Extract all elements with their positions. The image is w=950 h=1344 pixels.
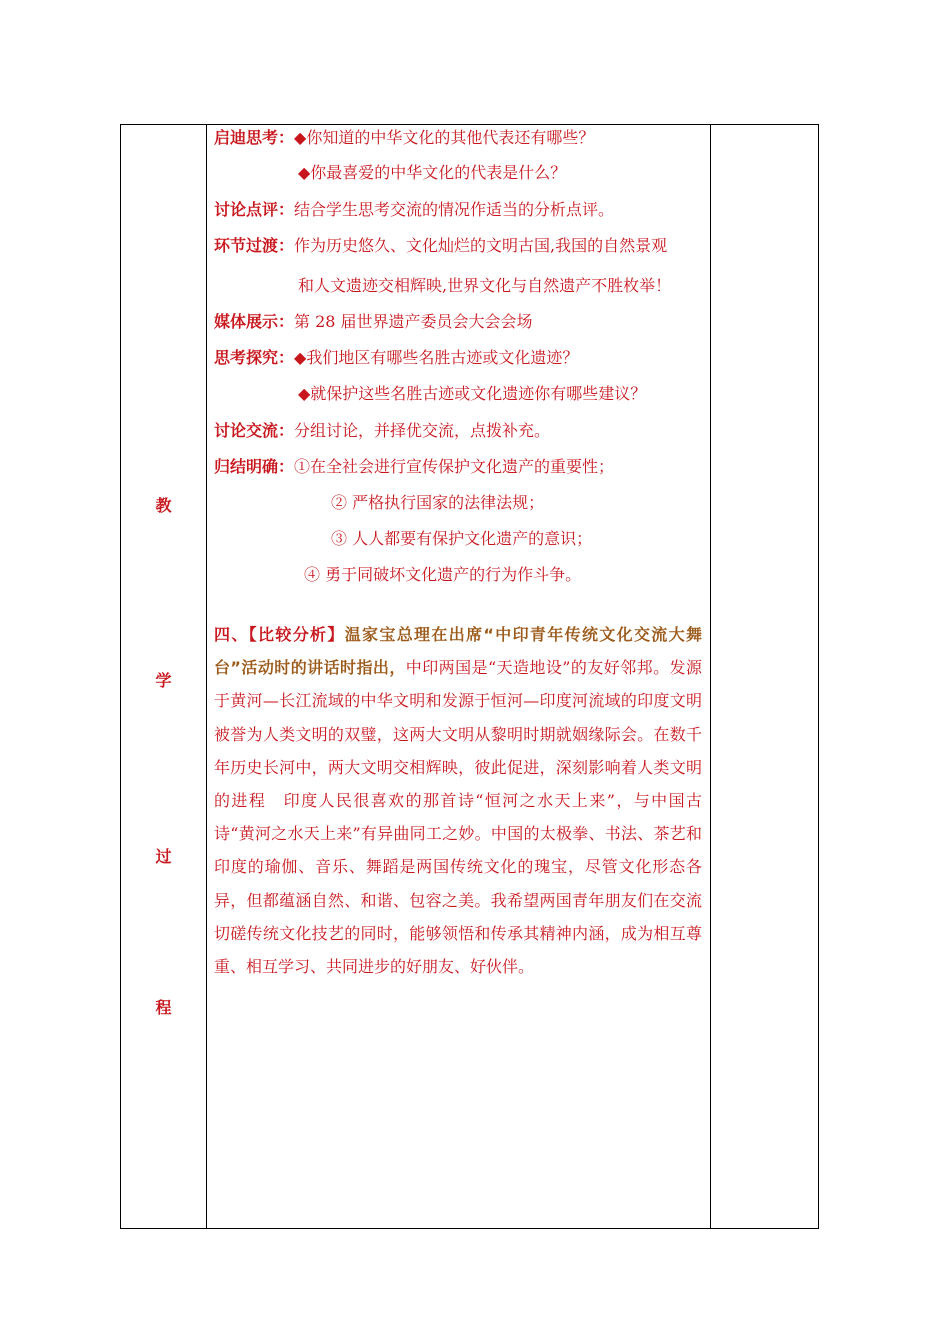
process-row	[214, 200, 614, 220]
row-text: 结合学生思考交流的情况作适当的分析点评。	[294, 200, 615, 219]
section-heading-quote: 温家宝总理在出席“中印青年传统文化交流大舞台”活动时的讲话时指出，	[214, 625, 702, 678]
row-text: ◆你知道的中华文化的其他代表还有哪些？	[294, 128, 595, 147]
process-row	[214, 457, 614, 477]
row-label: 讨论点评：	[214, 200, 295, 219]
row-text: ④ 勇于同破坏文化遗产的行为作斗争。	[304, 565, 582, 584]
process-row	[214, 421, 550, 441]
process-row	[298, 163, 566, 183]
column-divider	[710, 125, 711, 1228]
process-row	[331, 493, 544, 513]
process-row	[331, 529, 592, 549]
row-label: 启迪思考：	[214, 128, 295, 147]
process-row	[298, 384, 646, 404]
row-text: ③ 人人都要有保护文化遗产的意识；	[331, 529, 593, 548]
row-label: 讨论交流：	[214, 421, 295, 440]
row-text: ◆你最喜爱的中华文化的代表是什么？	[298, 163, 567, 182]
row-label: 思考探究：	[214, 348, 295, 367]
process-row	[298, 276, 671, 296]
comparison-paragraph	[214, 618, 702, 983]
side-label-char: 学	[155, 671, 172, 690]
row-label: 环节过渡：	[214, 236, 295, 255]
row-text: ①在全社会进行宣传保护文化遗产的重要性；	[294, 457, 615, 476]
process-row	[304, 565, 581, 585]
row-text: 第 28 届世界遗产委员会大会会场	[294, 312, 533, 331]
section-body: 中印两国是“天造地设”的友好邻邦。发源于黄河—长江流域的中华文明和发源于恒河—印度河流域的印度文明被誉为人类文明的双璧，这两大文明从黎明时期就姻缘际会。在数千年历史长河中，两大文明交相辉映，彼此促进，深刻影响着人类文明的进程 印度人民很喜欢的那首诗“恒河之水天上来”，与中国古诗“黄河之水天上来”有异曲同工之妙。中国的太极拳、书法、茶艺和印度的瑜伽、音乐、舞蹈是两国传统文化的瑰宝，尽管文化形态各异，但都蕴涵自然、和谐、包容之美。我希望两国青年朋友们在交流切磋传统文化技艺的同时，能够领悟和传承其精神内涵，成为相互尊重、相互学习、共同进步的好朋友、好伙伴。	[214, 658, 702, 977]
row-text: ◆我们地区有哪些名胜古迹或文化遗迹？	[294, 348, 579, 367]
column-divider	[206, 125, 207, 1228]
process-row	[214, 312, 533, 332]
side-label-char: 教	[155, 496, 172, 515]
row-label: 媒体展示：	[214, 312, 295, 331]
row-text: 分组讨论，并择优交流，点拨补充。	[294, 421, 551, 440]
process-row	[214, 236, 667, 256]
process-row	[214, 128, 594, 148]
row-text: 作为历史悠久、文化灿烂的文明古国,我国的自然景观	[294, 236, 668, 255]
row-text: 和人文遗迹交相辉映,世界文化与自然遗产不胜枚举！	[298, 276, 672, 295]
side-label-char: 过	[155, 847, 172, 866]
side-label-char: 程	[155, 998, 172, 1017]
row-text: ② 严格执行国家的法律法规；	[331, 493, 545, 512]
row-label: 归结明确：	[214, 457, 295, 476]
section-heading: 四、【比较分析】	[214, 625, 345, 644]
row-text: ◆就保护这些名胜古迹或文化遗迹你有哪些建议？	[298, 384, 647, 403]
process-row	[214, 348, 578, 368]
